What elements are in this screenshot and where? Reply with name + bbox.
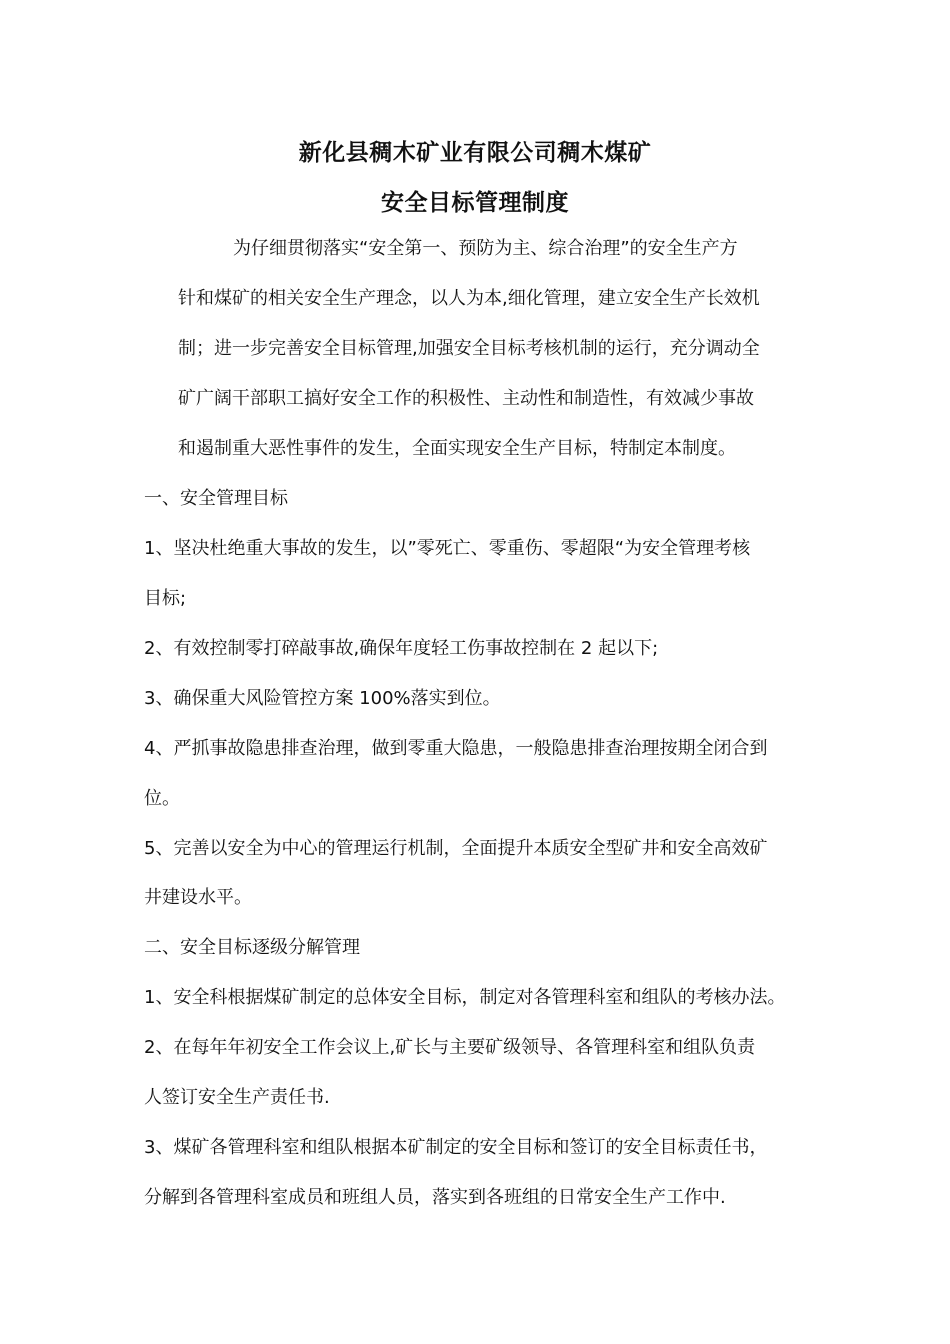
intro-paragraph-line: 制；进一步完善安全目标管理,加强安全目标考核机制的运行，充分调动全 [178,338,760,359]
section-item-line: 人签订安全生产责任书. [144,1087,330,1108]
intro-paragraph-line: 为仔细贯彻落实“安全第一、预防为主、综合治理”的安全生产方 [233,238,738,259]
section-heading: 一、安全管理目标 [144,488,288,509]
intro-paragraph-line: 针和煤矿的相关安全生产理念，以人为本,细化管理，建立安全生产长效机 [178,288,760,309]
section-item-line: 位。 [144,788,180,809]
section-item-line: 4、严抓事故隐患排查治理，做到零重大隐患，一般隐患排查治理按期全闭合到 [144,738,768,759]
section-item-line: 1、坚决杜绝重大事故的发生，以”零死亡、零重伤、零超限“为安全管理考核 [144,538,751,559]
document-subtitle: 安全目标管理制度 [381,190,569,216]
section-item-line: 分解到各管理科室成员和班组人员，落实到各班组的日常安全生产工作中. [144,1187,726,1208]
section-item-line: 3、确保重大风险管控方案 100%落实到位。 [144,688,501,709]
intro-paragraph-line: 和遏制重大恶性事件的发生，全面实现安全生产目标，特制定本制度。 [178,438,736,459]
document-title: 新化县稠木矿业有限公司稠木煤矿 [298,140,652,166]
section-item-line: 目标; [144,588,187,609]
section-item-line: 井建设水平。 [144,887,252,908]
section-item-line: 2、有效控制零打碎敲事故,确保年度轻工伤事故控制在 2 起以下; [144,638,659,659]
intro-paragraph-line: 矿广阔干部职工搞好安全工作的积极性、主动性和制造性，有效减少事故 [178,388,754,409]
section-heading: 二、安全目标逐级分解管理 [144,937,360,958]
section-item-line: 5、完善以安全为中心的管理运行机制，全面提升本质安全型矿井和安全高效矿 [144,838,768,859]
section-item-line: 3、煤矿各管理科室和组队根据本矿制定的安全目标和签订的安全目标责任书， [144,1137,768,1158]
section-item-line: 1、安全科根据煤矿制定的总体安全目标，制定对各管理科室和组队的考核办法。 [144,987,786,1008]
section-item-line: 2、在每年年初安全工作会议上,矿长与主要矿级领导、各管理科室和组队负责 [144,1037,756,1058]
